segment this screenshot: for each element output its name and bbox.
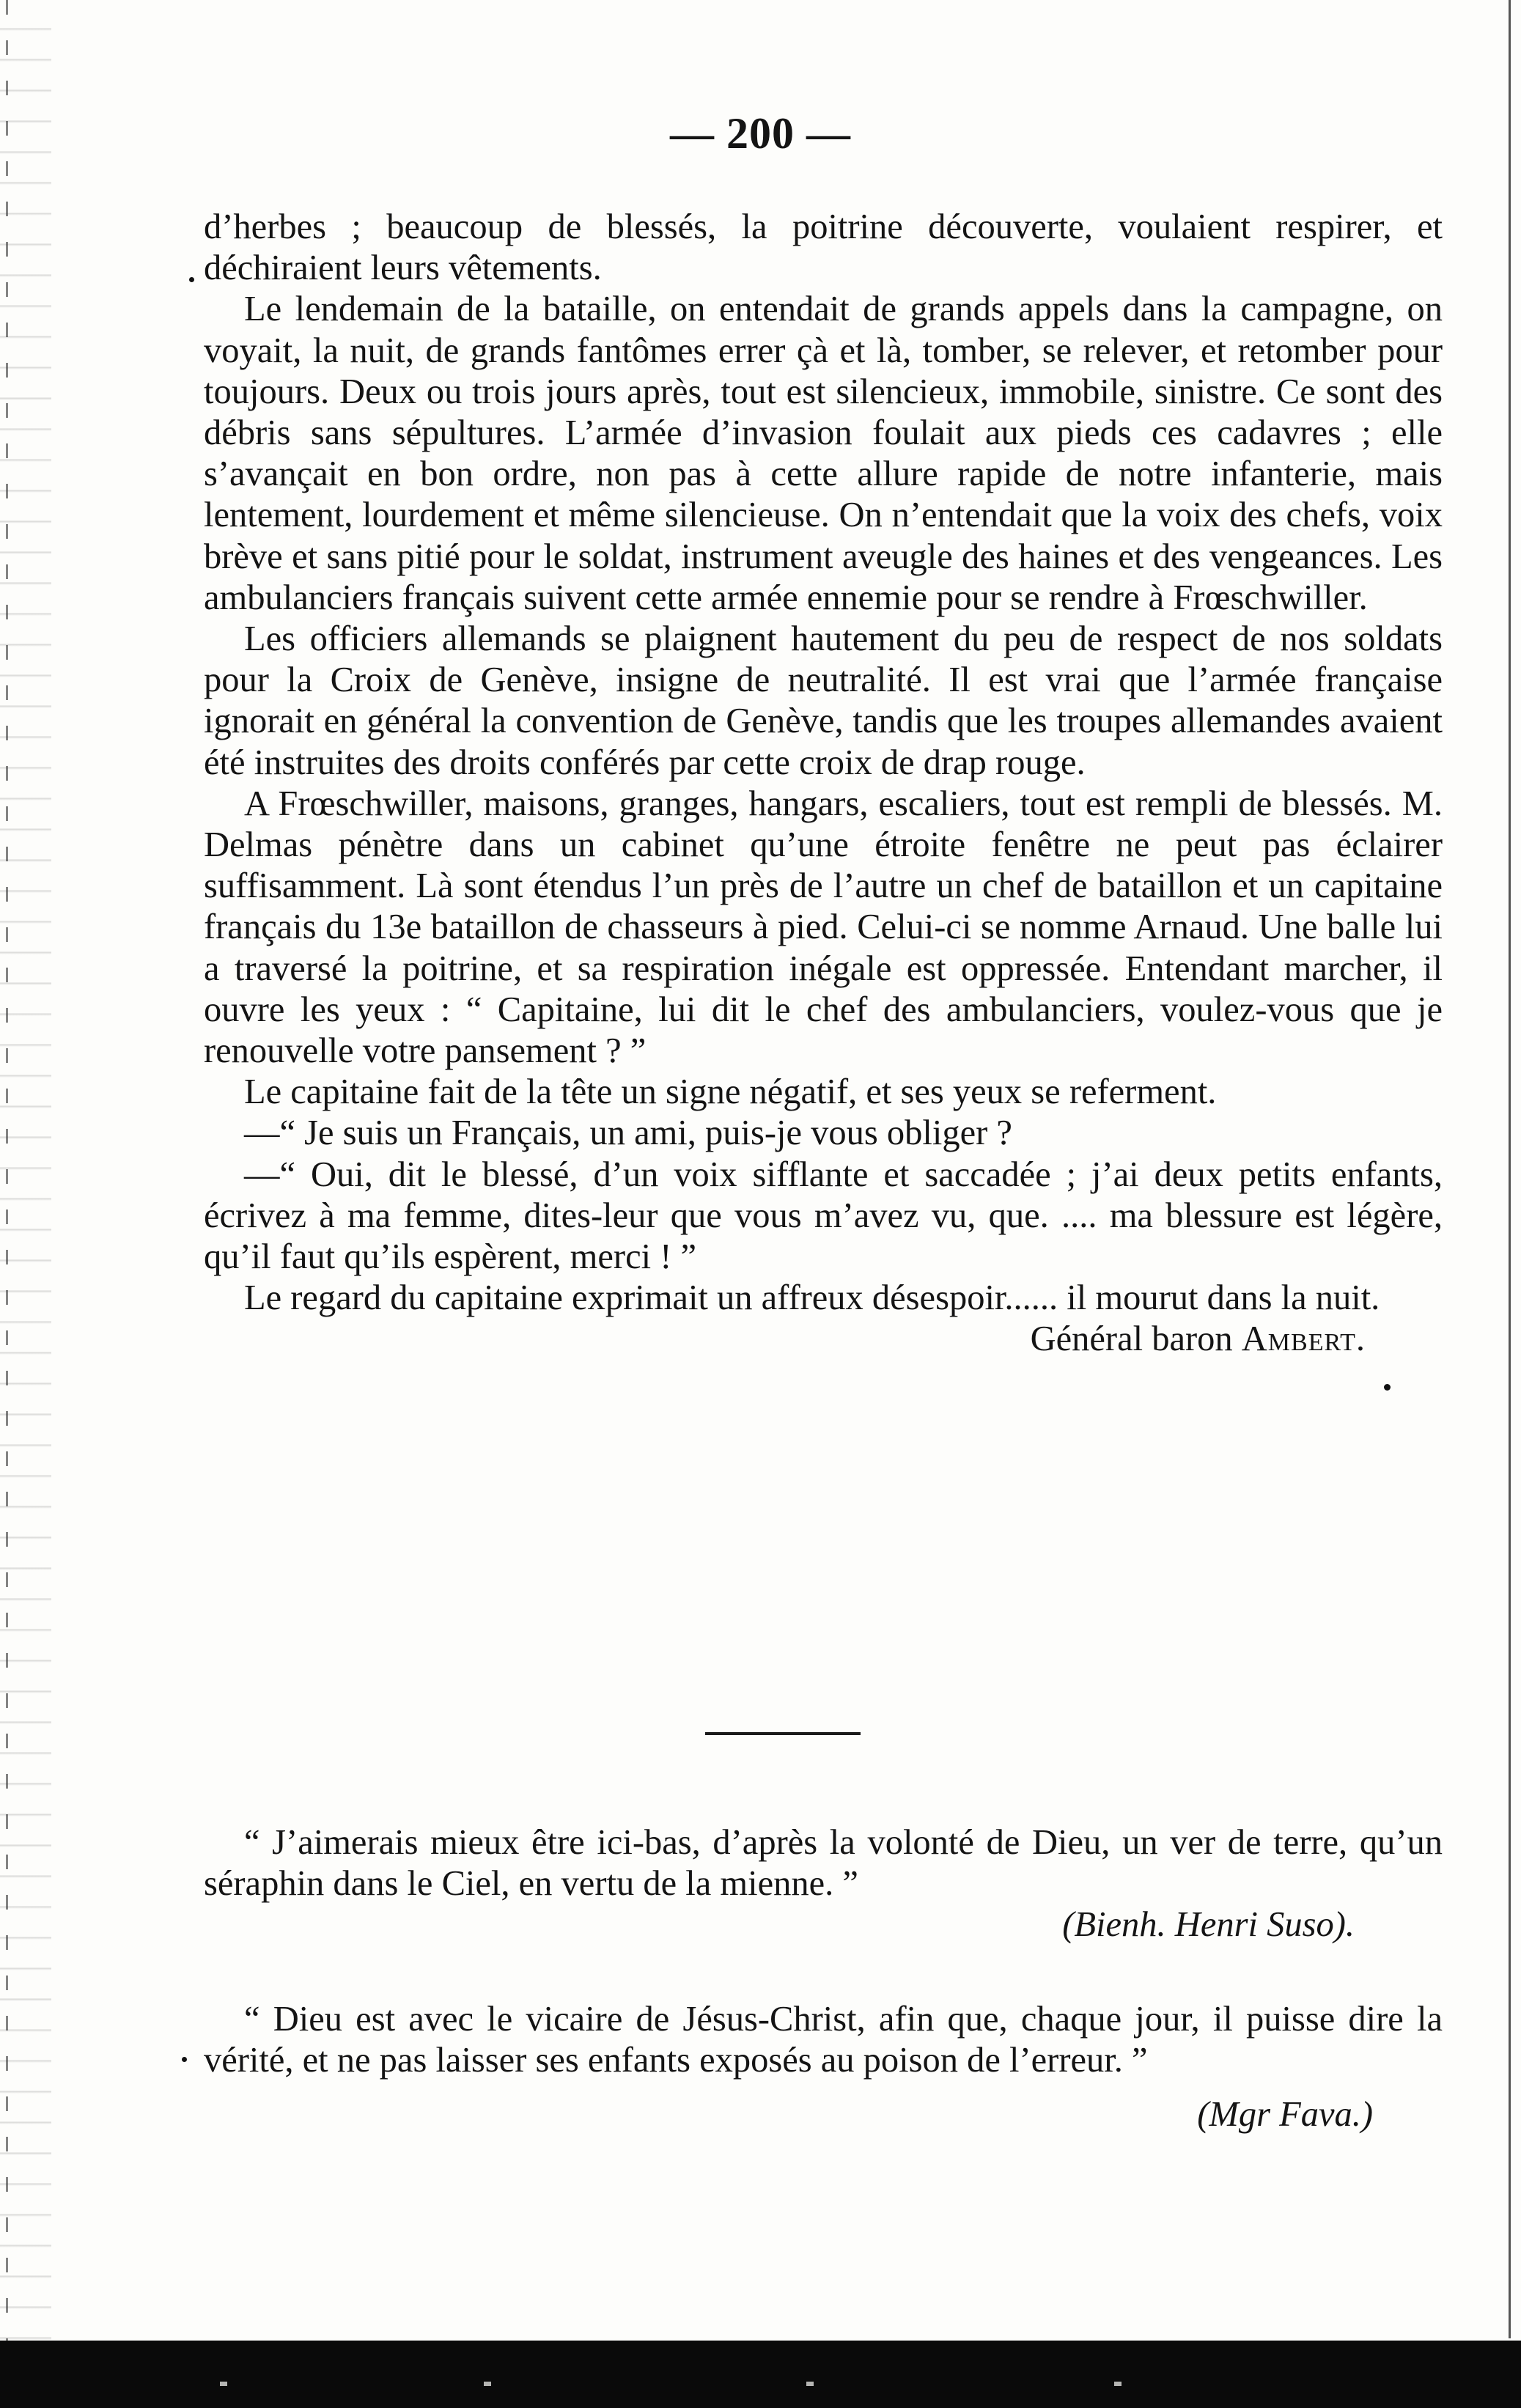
quote-suso <box>204 1822 1443 1946</box>
paragraph-3: Les officiers allemands se plaignent hautement du peu de respect de nos soldats pour la Croix de Genève, insigne de neutralité. Il est vrai que l’armée française ignorait en général la convention de Genève, tandis que les troupes allemandes avaient été instruites des droits conférés par cette croix de drap rouge. <box>204 619 1443 782</box>
paragraph-2: Le lendemain de la bataille, on entendait de grands appels dans la campagne, on voyait, la nuit, de grands fantômes errer çà et là, tomber, se relever, et retomber pour toujours. Deux ou trois jours après, tout est silencieux, immobile, sinistre. Ce sont des débris sans sépultures. L’armée d’invasion foulait aux pieds ces cadavres ; elle s’avançait en bon ordre, non pas à cette allure rapide de notre infanterie, mais lentement, lourdement et même silencieuse. On n’entendait que la voix des chefs, voix brève et sans pitié pour le soldat, instrument aveugle des haines et des vengeances. Les ambulanciers français suivent cette armée ennemie pour se rendre à Frœschwiller. <box>204 290 1443 617</box>
quote-fava <box>204 1999 1443 2136</box>
main-text <box>204 207 1443 1361</box>
paragraph-1: d’herbes ; beaucoup de blessés, la poitrine découverte, voulaient respirer, et déchiraient leurs vêtements. <box>204 207 1443 288</box>
signature <box>204 1319 1443 1360</box>
signature-name: Ambert. <box>1241 1319 1366 1359</box>
dialogue-line-2: —“ Oui, dit le blessé, d’un voix sifflante et saccadée ; j’ai deux petits enfants, écrivez à ma femme, dites-leur que vous m’avez vu, que. .... ma blessure est légère, qu’il faut qu’ils espèrent, merci ! ” <box>204 1155 1443 1277</box>
paragraph-4: A Frœschwiller, maisons, granges, hangars, escaliers, tout est rempli de blessés. M. Delmas pénètre dans un cabinet qu’une étroite fenêtre ne peut pas éclairer suffisamment. Là sont étendus l’un près de l’autre un chef de bataillon et un capitaine français du 13e bataillon de chasseurs à pied. Celui-ci se nomme Arnaud. Une balle lui a traversé la poitrine, et sa respiration inégale est oppressée. Entendant marcher, il ouvre les yeux : “ Capitaine, lui dit le chef des ambulanciers, voulez-vous que je renouvelle votre pansement ? ” <box>204 784 1443 1071</box>
ink-speck <box>1384 1384 1391 1391</box>
signature-prefix: Général baron <box>1030 1319 1233 1359</box>
quote-attribution: (Bienh. Henri Suso). <box>1062 1905 1355 1945</box>
scan-speck <box>484 2382 491 2386</box>
paragraph-5: Le capitaine fait de la tête un signe négatif, et ses yeux se referment. <box>244 1072 1217 1112</box>
ink-speck <box>182 2057 187 2062</box>
quote-text: “ J’aimerais mieux être ici-bas, d’après la volonté de Dieu, un ver de terre, qu’un séraphin dans le Ciel, en vertu de la mienne. ” <box>204 1823 1443 1904</box>
dialogue-line-1: —“ Je suis un Français, un ami, puis-je vous obliger ? <box>244 1113 1012 1153</box>
quote-text: “ Dieu est avec le vicaire de Jésus-Christ, afin que, chaque jour, il puisse dire la vérité, et ne pas laisser ses enfants exposés au poison de l’erreur. ” <box>204 1999 1443 2080</box>
paragraph-8: Le regard du capitaine exprimait un affreux désespoir...... il mourut dans la nuit. <box>244 1278 1380 1318</box>
section-divider <box>705 1732 861 1735</box>
quote-attribution: (Mgr Fava.) <box>1197 2095 1373 2135</box>
page-right-edge <box>1509 0 1511 2338</box>
quotes-section <box>204 1822 1443 2135</box>
scan-speck <box>220 2382 227 2386</box>
scan-bottom-border <box>0 2341 1521 2408</box>
binding-edge-line <box>6 0 8 2346</box>
scan-speck <box>806 2382 814 2386</box>
scan-speck <box>1114 2382 1122 2386</box>
ink-speck <box>189 277 194 282</box>
page-number: — 200 — <box>670 109 851 158</box>
